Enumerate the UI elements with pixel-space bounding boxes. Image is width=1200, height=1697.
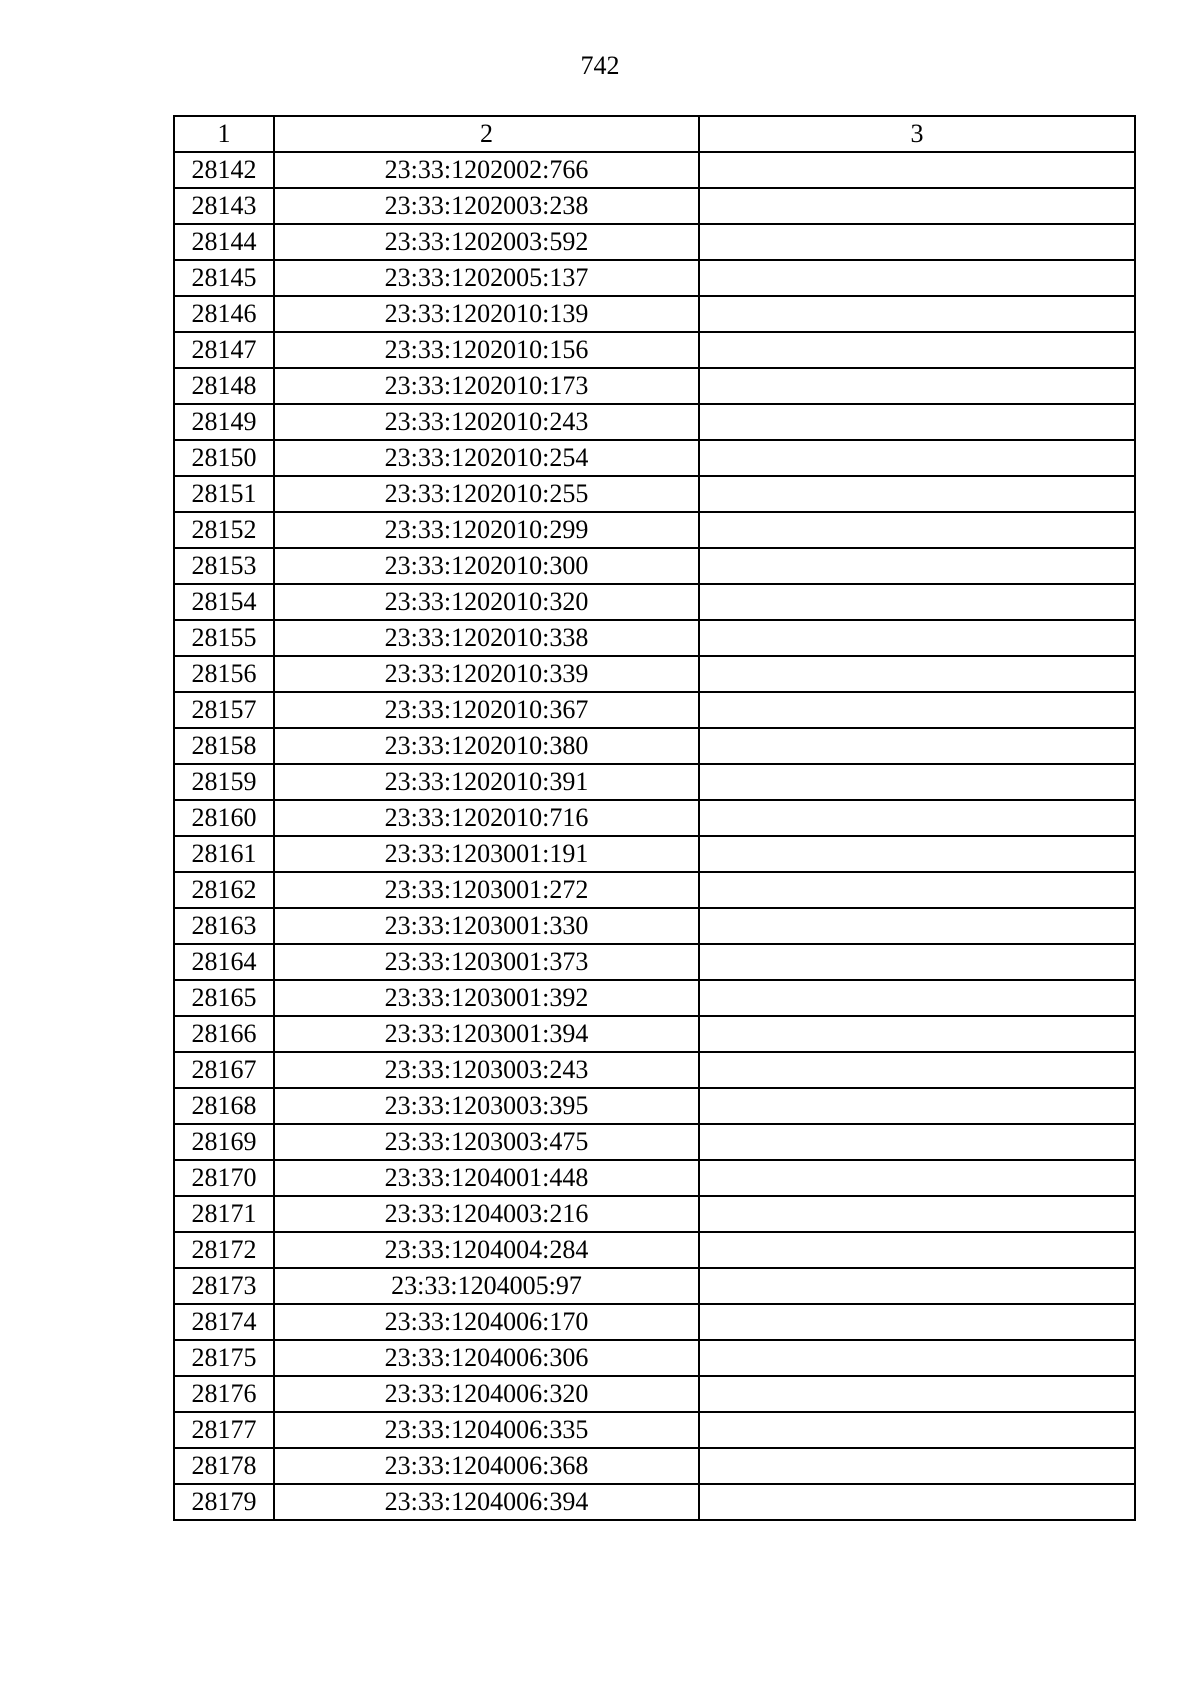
row-number-cell: 28154: [174, 584, 274, 620]
note-cell: [699, 872, 1135, 908]
table-row: [174, 800, 1135, 836]
cadastral-number-cell: 23:33:1204003:216: [274, 1196, 699, 1232]
row-number-cell: 28153: [174, 548, 274, 584]
row-number-cell: 28159: [174, 764, 274, 800]
column-header-3: 3: [699, 116, 1135, 152]
row-number-cell: 28169: [174, 1124, 274, 1160]
row-number-cell: 28176: [174, 1376, 274, 1412]
table-row: [174, 944, 1135, 980]
note-cell: [699, 512, 1135, 548]
note-cell: [699, 1196, 1135, 1232]
note-cell: [699, 1304, 1135, 1340]
table-row: [174, 1448, 1135, 1484]
table-row: [174, 584, 1135, 620]
table-row: [174, 980, 1135, 1016]
note-cell: [699, 836, 1135, 872]
table-row: [174, 1268, 1135, 1304]
cadastral-number-cell: 23:33:1204006:368: [274, 1448, 699, 1484]
note-cell: [699, 944, 1135, 980]
note-cell: [699, 1016, 1135, 1052]
cadastral-number-cell: 23:33:1202010:299: [274, 512, 699, 548]
table-row: [174, 1016, 1135, 1052]
row-number-cell: 28161: [174, 836, 274, 872]
table-row: [174, 476, 1135, 512]
cadastral-number-cell: 23:33:1204006:306: [274, 1340, 699, 1376]
row-number-cell: 28143: [174, 188, 274, 224]
note-cell: [699, 1052, 1135, 1088]
cadastral-number-cell: 23:33:1203001:272: [274, 872, 699, 908]
note-cell: [699, 800, 1135, 836]
cadastral-number-cell: 23:33:1202010:716: [274, 800, 699, 836]
table-row: [174, 188, 1135, 224]
table-row: [174, 512, 1135, 548]
cadastral-number-cell: 23:33:1202010:339: [274, 656, 699, 692]
note-cell: [699, 296, 1135, 332]
cadastral-number-cell: 23:33:1203001:330: [274, 908, 699, 944]
row-number-cell: 28142: [174, 152, 274, 188]
note-cell: [699, 332, 1135, 368]
note-cell: [699, 224, 1135, 260]
note-cell: [699, 728, 1135, 764]
header-row: [174, 116, 1135, 152]
table-row: [174, 440, 1135, 476]
row-number-cell: 28174: [174, 1304, 274, 1340]
table-row: [174, 656, 1135, 692]
note-cell: [699, 440, 1135, 476]
note-cell: [699, 1088, 1135, 1124]
cadastral-number-cell: 23:33:1202010:380: [274, 728, 699, 764]
note-cell: [699, 1124, 1135, 1160]
row-number-cell: 28166: [174, 1016, 274, 1052]
row-number-cell: 28158: [174, 728, 274, 764]
cadastral-number-cell: 23:33:1202010:320: [274, 584, 699, 620]
row-number-cell: 28167: [174, 1052, 274, 1088]
cadastral-number-cell: 23:33:1202010:156: [274, 332, 699, 368]
cadastral-number-cell: 23:33:1202010:338: [274, 620, 699, 656]
row-number-cell: 28160: [174, 800, 274, 836]
table-body: [174, 152, 1135, 1520]
cadastral-number-cell: 23:33:1202010:173: [274, 368, 699, 404]
table-row: [174, 836, 1135, 872]
table-row: [174, 764, 1135, 800]
note-cell: [699, 260, 1135, 296]
cadastral-number-cell: 23:33:1202010:255: [274, 476, 699, 512]
table-row: [174, 152, 1135, 188]
note-cell: [699, 692, 1135, 728]
cadastral-number-cell: 23:33:1204006:335: [274, 1412, 699, 1448]
note-cell: [699, 908, 1135, 944]
cadastral-number-cell: 23:33:1203001:394: [274, 1016, 699, 1052]
row-number-cell: 28144: [174, 224, 274, 260]
cadastral-number-cell: 23:33:1203001:392: [274, 980, 699, 1016]
table-row: [174, 1124, 1135, 1160]
row-number-cell: 28172: [174, 1232, 274, 1268]
row-number-cell: 28156: [174, 656, 274, 692]
row-number-cell: 28170: [174, 1160, 274, 1196]
row-number-cell: 28149: [174, 404, 274, 440]
row-number-cell: 28146: [174, 296, 274, 332]
note-cell: [699, 1232, 1135, 1268]
row-number-cell: 28177: [174, 1412, 274, 1448]
page-number: 742: [580, 51, 620, 80]
cadastral-number-cell: 23:33:1202003:592: [274, 224, 699, 260]
row-number-cell: 28173: [174, 1268, 274, 1304]
cadastral-number-cell: 23:33:1202010:367: [274, 692, 699, 728]
table-row: [174, 728, 1135, 764]
cadastral-number-cell: 23:33:1202010:300: [274, 548, 699, 584]
cadastral-number-cell: 23:33:1203003:395: [274, 1088, 699, 1124]
cadastral-number-cell: 23:33:1202002:766: [274, 152, 699, 188]
data-table: [173, 115, 1136, 1521]
table-row: [174, 908, 1135, 944]
row-number-cell: 28150: [174, 440, 274, 476]
cadastral-number-cell: 23:33:1202010:139: [274, 296, 699, 332]
note-cell: [699, 548, 1135, 584]
table-row: [174, 692, 1135, 728]
row-number-cell: 28152: [174, 512, 274, 548]
cadastral-number-cell: 23:33:1204005:97: [274, 1268, 699, 1304]
table-header: [174, 116, 1135, 152]
note-cell: [699, 584, 1135, 620]
table-row: [174, 368, 1135, 404]
cadastral-number-cell: 23:33:1202010:243: [274, 404, 699, 440]
table-row: [174, 1304, 1135, 1340]
note-cell: [699, 404, 1135, 440]
column-header-2: 2: [274, 116, 699, 152]
table-row: [174, 1484, 1135, 1520]
row-number-cell: 28147: [174, 332, 274, 368]
table-row: [174, 1160, 1135, 1196]
note-cell: [699, 764, 1135, 800]
table-row: [174, 1232, 1135, 1268]
note-cell: [699, 1484, 1135, 1520]
table-row: [174, 1376, 1135, 1412]
cadastral-number-cell: 23:33:1202003:238: [274, 188, 699, 224]
note-cell: [699, 1340, 1135, 1376]
table-row: [174, 260, 1135, 296]
row-number-cell: 28163: [174, 908, 274, 944]
note-cell: [699, 1412, 1135, 1448]
table-row: [174, 1088, 1135, 1124]
table-row: [174, 1052, 1135, 1088]
table-row: [174, 404, 1135, 440]
row-number-cell: 28168: [174, 1088, 274, 1124]
cadastral-number-cell: 23:33:1203003:475: [274, 1124, 699, 1160]
table-row: [174, 332, 1135, 368]
note-cell: [699, 620, 1135, 656]
note-cell: [699, 368, 1135, 404]
table-row: [174, 620, 1135, 656]
note-cell: [699, 476, 1135, 512]
row-number-cell: 28157: [174, 692, 274, 728]
row-number-cell: 28164: [174, 944, 274, 980]
cadastral-number-cell: 23:33:1204004:284: [274, 1232, 699, 1268]
row-number-cell: 28145: [174, 260, 274, 296]
row-number-cell: 28155: [174, 620, 274, 656]
note-cell: [699, 1448, 1135, 1484]
table-row: [174, 872, 1135, 908]
table-row: [174, 224, 1135, 260]
note-cell: [699, 152, 1135, 188]
table-row: [174, 548, 1135, 584]
column-header-1: 1: [174, 116, 274, 152]
note-cell: [699, 1160, 1135, 1196]
row-number-cell: 28165: [174, 980, 274, 1016]
table-row: [174, 1340, 1135, 1376]
row-number-cell: 28175: [174, 1340, 274, 1376]
note-cell: [699, 1376, 1135, 1412]
note-cell: [699, 1268, 1135, 1304]
cadastral-number-cell: 23:33:1203001:373: [274, 944, 699, 980]
cadastral-number-cell: 23:33:1203003:243: [274, 1052, 699, 1088]
cadastral-number-cell: 23:33:1202010:391: [274, 764, 699, 800]
cadastral-number-cell: 23:33:1203001:191: [274, 836, 699, 872]
cadastral-number-cell: 23:33:1204006:320: [274, 1376, 699, 1412]
note-cell: [699, 188, 1135, 224]
cadastral-number-cell: 23:33:1202005:137: [274, 260, 699, 296]
note-cell: [699, 656, 1135, 692]
row-number-cell: 28162: [174, 872, 274, 908]
cadastral-number-cell: 23:33:1202010:254: [274, 440, 699, 476]
row-number-cell: 28179: [174, 1484, 274, 1520]
note-cell: [699, 980, 1135, 1016]
table-row: [174, 296, 1135, 332]
row-number-cell: 28151: [174, 476, 274, 512]
table-row: [174, 1196, 1135, 1232]
cadastral-number-cell: 23:33:1204001:448: [274, 1160, 699, 1196]
cadastral-number-cell: 23:33:1204006:170: [274, 1304, 699, 1340]
row-number-cell: 28148: [174, 368, 274, 404]
table-row: [174, 1412, 1135, 1448]
row-number-cell: 28171: [174, 1196, 274, 1232]
row-number-cell: 28178: [174, 1448, 274, 1484]
cadastral-number-cell: 23:33:1204006:394: [274, 1484, 699, 1520]
